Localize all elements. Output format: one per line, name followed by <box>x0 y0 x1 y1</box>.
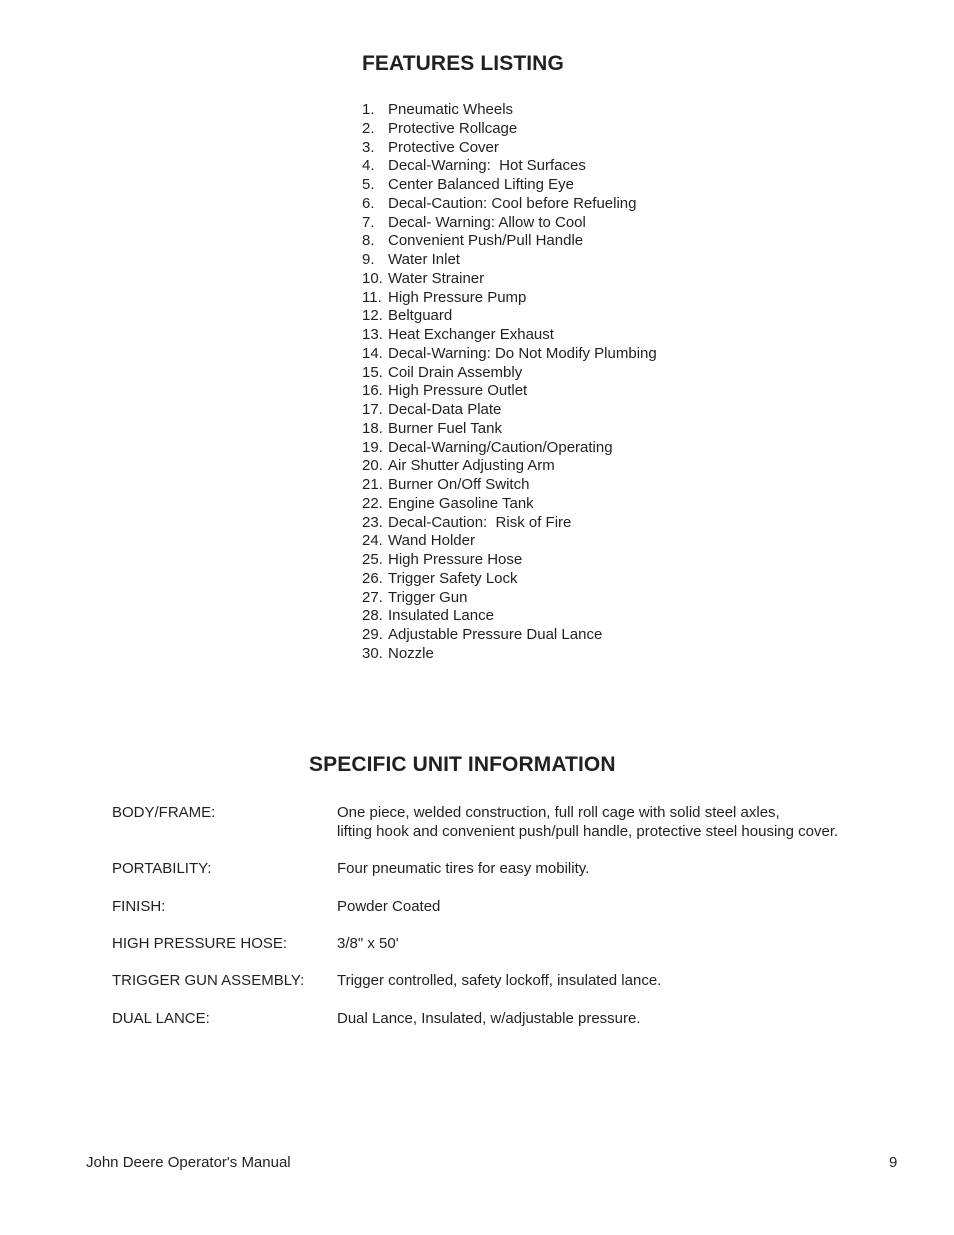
list-item <box>362 307 657 326</box>
item-number: 2. <box>362 119 375 137</box>
item-label: High Pressure Pump <box>388 288 527 306</box>
item-label: High Pressure Outlet <box>388 382 528 400</box>
item-number: 29. <box>362 626 383 643</box>
item-number: 13. <box>362 326 383 343</box>
item-label: Water Inlet <box>388 251 460 268</box>
list-item <box>362 289 657 308</box>
item-label: Burner Fuel Tank <box>388 419 502 437</box>
list-item <box>362 589 657 608</box>
item-number: 26. <box>362 569 383 587</box>
item-label: Adjustable Pressure Dual Lance <box>388 626 603 643</box>
item-number: 7. <box>362 213 375 231</box>
list-item <box>362 439 657 458</box>
footer-manual-title: John Deere Operator's Manual <box>86 1154 291 1171</box>
list-item <box>362 495 657 514</box>
item-number: 17. <box>362 401 383 418</box>
list-item <box>362 139 657 158</box>
item-label: Decal-Data Plate <box>388 401 502 418</box>
item-label: Decal-Warning: Do Not Modify Plumbing <box>388 344 657 362</box>
spec-label: HIGH PRESSURE HOSE: <box>112 935 288 952</box>
item-number: 21. <box>362 476 383 493</box>
item-label: Engine Gasoline Tank <box>388 494 534 512</box>
item-number: 16. <box>362 382 383 400</box>
list-item <box>362 176 657 195</box>
item-number: 15. <box>362 363 383 381</box>
item-label: Wand Holder <box>388 532 475 550</box>
item-number: 28. <box>362 607 383 625</box>
item-label: Insulated Lance <box>388 607 494 625</box>
list-item <box>362 645 657 664</box>
specific-unit-information-title: SPECIFIC UNIT INFORMATION <box>309 753 616 776</box>
item-number: 6. <box>362 194 375 212</box>
features-listing-title: FEATURES LISTING <box>362 52 564 75</box>
item-label: Decal-Caution: Cool before Refueling <box>388 194 637 212</box>
item-label: Pneumatic Wheels <box>388 101 514 118</box>
item-number: 25. <box>362 551 383 568</box>
list-item <box>362 532 657 551</box>
list-item <box>362 326 657 345</box>
item-label: Decal- Warning: Allow to Cool <box>388 213 586 231</box>
list-item <box>362 195 657 214</box>
item-label: Beltguard <box>388 307 453 325</box>
list-item <box>362 214 657 233</box>
item-label: Nozzle <box>388 644 434 662</box>
list-item <box>362 420 657 439</box>
spec-value: 3/8" x 50' <box>337 935 399 952</box>
item-number: 5. <box>362 176 375 193</box>
list-item <box>362 101 657 120</box>
item-label: Water Strainer <box>388 269 485 287</box>
item-label: Protective Cover <box>388 138 499 156</box>
list-item <box>362 476 657 495</box>
spec-label: TRIGGER GUN ASSEMBLY: <box>112 972 305 989</box>
list-item <box>362 626 657 645</box>
item-label: Center Balanced Lifting Eye <box>388 176 574 193</box>
item-number: 20. <box>362 457 383 475</box>
item-label: Protective Rollcage <box>388 119 518 137</box>
spec-label: PORTABILITY: <box>112 860 212 877</box>
item-number: 11. <box>362 288 382 306</box>
list-item <box>362 551 657 570</box>
list-item <box>362 232 657 251</box>
list-item <box>362 251 657 270</box>
list-item <box>362 157 657 176</box>
item-label: Trigger Safety Lock <box>388 569 518 587</box>
item-label: Decal-Warning: Hot Surfaces <box>388 157 586 175</box>
item-label: Air Shutter Adjusting Arm <box>388 457 555 475</box>
item-label: Trigger Gun <box>388 588 468 606</box>
spec-value: Powder Coated <box>337 898 441 915</box>
spec-value-line-1: One piece, welded construction, full roll cage with solid steel axles, <box>337 804 780 821</box>
spec-value: Four pneumatic tires for easy mobility. <box>337 860 590 877</box>
item-number: 9. <box>362 251 375 268</box>
list-item <box>362 457 657 476</box>
spec-value: Dual Lance, Insulated, w/adjustable pressure. <box>337 1010 641 1027</box>
item-number: 12. <box>362 307 383 325</box>
list-item <box>362 382 657 401</box>
list-item <box>362 514 657 533</box>
item-number: 24. <box>362 532 383 550</box>
list-item <box>362 345 657 364</box>
item-number: 8. <box>362 232 375 250</box>
item-number: 27. <box>362 588 383 606</box>
spec-label: FINISH: <box>112 898 166 915</box>
list-item <box>362 570 657 589</box>
list-item <box>362 401 657 420</box>
item-number: 22. <box>362 494 383 512</box>
item-label: Heat Exchanger Exhaust <box>388 326 554 343</box>
item-label: High Pressure Hose <box>388 551 523 568</box>
item-number: 14. <box>362 344 383 362</box>
features-list <box>362 101 657 664</box>
item-number: 30. <box>362 644 383 662</box>
item-number: 18. <box>362 419 383 437</box>
list-item <box>362 120 657 139</box>
item-number: 4. <box>362 157 375 175</box>
page-number: 9 <box>889 1154 898 1171</box>
item-label: Decal-Caution: Risk of Fire <box>388 513 572 531</box>
item-number: 1. <box>362 101 375 118</box>
item-label: Coil Drain Assembly <box>388 363 523 381</box>
item-number: 19. <box>362 438 383 456</box>
spec-value-line-2: lifting hook and convenient push/pull handle, protective steel housing cover. <box>337 823 839 840</box>
list-item <box>362 364 657 383</box>
item-label: Convenient Push/Pull Handle <box>388 232 584 250</box>
spec-value: Trigger controlled, safety lockoff, insulated lance. <box>337 972 662 989</box>
list-item <box>362 607 657 626</box>
item-number: 23. <box>362 513 383 531</box>
spec-label: BODY/FRAME: <box>112 804 216 821</box>
item-number: 10. <box>362 269 383 287</box>
item-label: Burner On/Off Switch <box>388 476 530 493</box>
list-item <box>362 270 657 289</box>
item-label: Decal-Warning/Caution/Operating <box>388 438 613 456</box>
spec-label: DUAL LANCE: <box>112 1010 210 1027</box>
item-number: 3. <box>362 138 375 156</box>
